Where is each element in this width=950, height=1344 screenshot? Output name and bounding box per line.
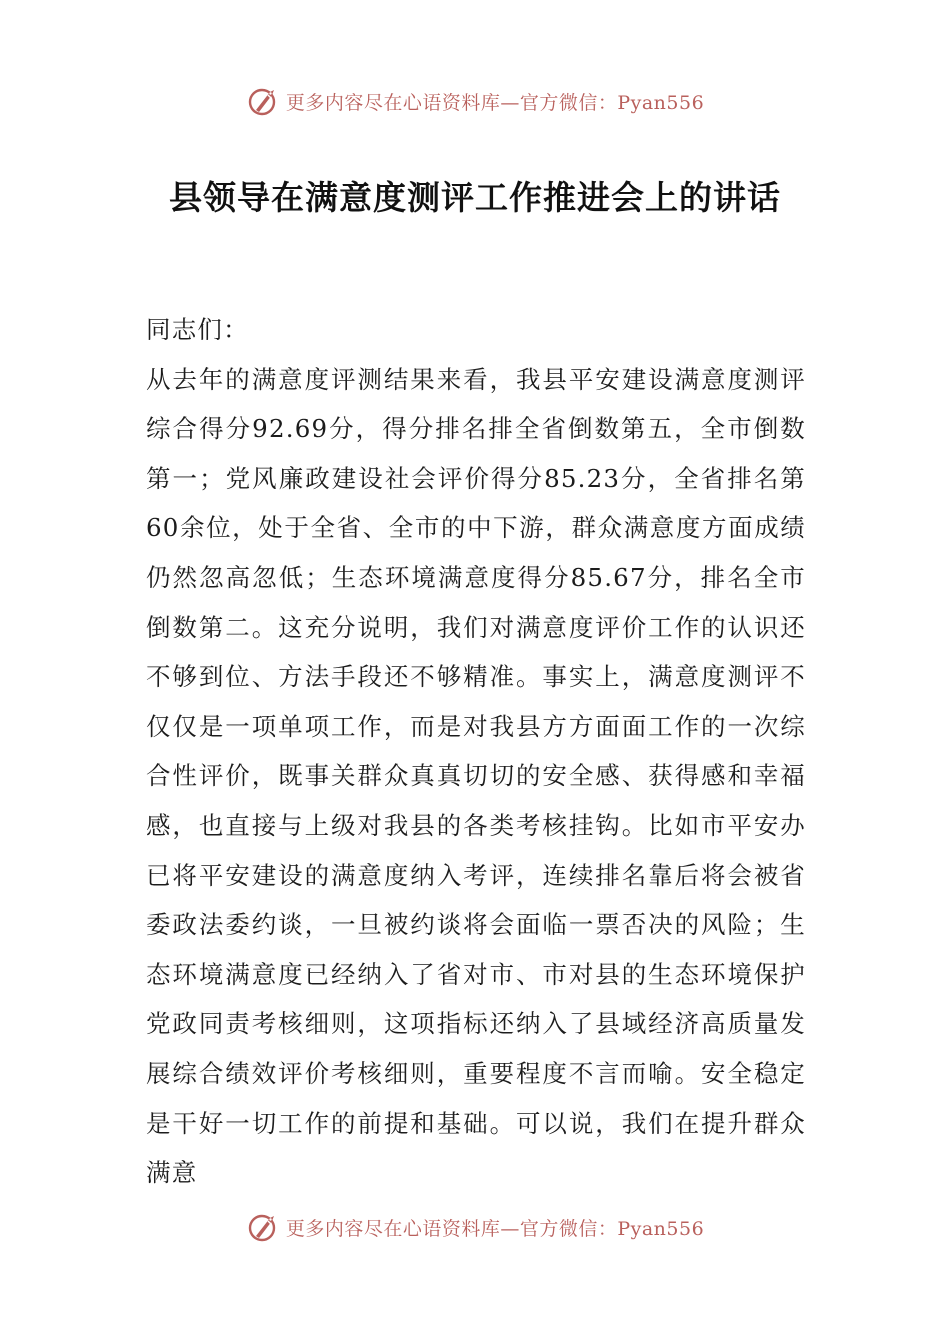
header-banner-text: 更多内容尽在心语资料库—官方微信：Pyan556 bbox=[285, 91, 705, 114]
pen-nib-circle-logo-icon bbox=[246, 84, 280, 118]
footer-banner bbox=[0, 1210, 950, 1244]
document-title: 县领导在满意度测评工作推进会上的讲话 bbox=[169, 178, 781, 217]
document-body bbox=[146, 305, 806, 1198]
salutation: 同志们： bbox=[146, 315, 249, 344]
pen-nib-circle-logo-icon bbox=[246, 1210, 280, 1244]
footer-banner-text: 更多内容尽在心语资料库—官方微信：Pyan556 bbox=[285, 1217, 705, 1240]
body-paragraph: 从去年的满意度评测结果来看，我县平安建设满意度测评综合得分92.69分，得分排名排全省倒数第五，全市倒数第一；党风廉政建设社会评价得分85.23分，全省排名第60余位，处于全省、全市的中下游，群众满意度方面成绩仍然忽高忽低；生态环境满意度得分85.67分，排名全市倒数第二。这充分说明，我们对满意度评价工作的认识还不够到位、方法手段还不够精准。事实上，满意度测评不仅仅是一项单项工作，而是对我县方方面面工作的一次综合性评价，既事关群众真真切切的安全感、获得感和幸福感，也直接与上级对我县的各类考核挂钩。比如市平安办已将平安建设的满意度纳入考评，连续排名靠后将会被省委政法委约谈，一旦被约谈将会面临一票否决的风险；生态环境满意度已经纳入了省对市、市对县的生态环境保护党政同责考核细则，这项指标还纳入了县域经济高质量发展综合绩效评价考核细则，重要程度不言而喻。安全稳定是干好一切工作的前提和基础。可以说，我们在提升群众满意 bbox=[146, 364, 806, 1188]
header-banner bbox=[0, 84, 950, 118]
